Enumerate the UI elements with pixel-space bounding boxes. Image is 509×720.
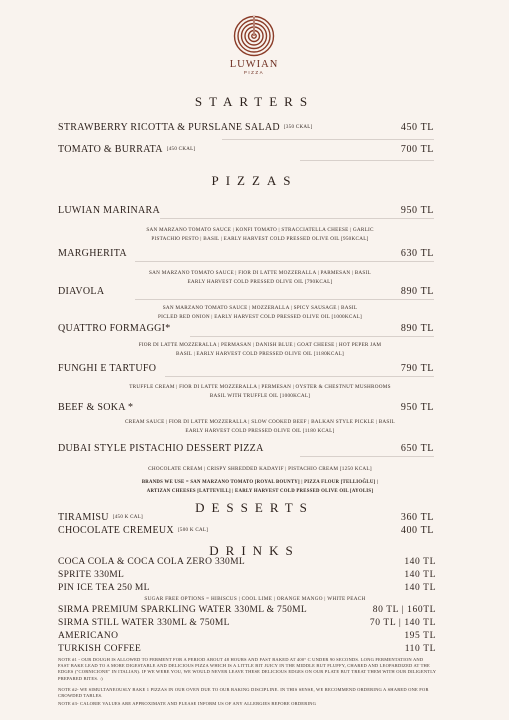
desserts-title: DESSERTS <box>195 500 314 515</box>
item-price: 950 TL <box>400 402 434 413</box>
item-name: SIRMA PREMIUM SPARKLING WATER 330ML & 750ML <box>58 605 308 615</box>
item-name: BEEF & SOKA * <box>58 402 134 413</box>
menu-item <box>58 605 436 617</box>
item-name: CHOCOLATE CREMEUX <box>58 525 174 536</box>
menu-item <box>58 525 434 539</box>
item-name: AMERICANO <box>58 631 119 641</box>
brand-logo <box>224 14 284 94</box>
menu-item <box>58 644 436 656</box>
menu-item <box>58 248 434 262</box>
item-name: FUNGHI E TARTUFO <box>58 363 157 374</box>
item-description: SAN MARZANO TOMATO SAUCE | KONFI TOMATO | STRACCIATELLA CHEESE | GARLIC PISTACHIO PESTO | BASIL | EARLY HARVEST COLD PRESSED OLIVE OIL [950KCAL] <box>146 227 374 242</box>
divider <box>135 261 434 262</box>
item-price: 140 TL <box>404 570 436 580</box>
item-price: 950 TL <box>400 205 434 216</box>
item-price: 450 TL <box>400 122 434 133</box>
item-name: SPRITE 330ML <box>58 570 125 580</box>
menu-item <box>58 618 436 630</box>
item-price: 790 TL <box>400 363 434 374</box>
brand-sub: PIZZA <box>243 70 265 75</box>
menu-item <box>58 583 436 595</box>
brands-note: BRANDS WE USE = SAN MARZANO TOMATO [ROYAL BOUNTY] | PIZZA FLOUR [TELLIOĞLU] | ARTIZAN CHEESES [LATTEVILL] | EARLY HARVEST COLD PRESSED OLIVE OIL [AYOLIS] <box>141 480 379 494</box>
item-kcal: [450 CKAL] <box>166 147 196 152</box>
item-price: 360 TL <box>400 512 434 523</box>
starters-title: STARTERS <box>194 94 315 109</box>
item-name: COCA COLA & COCA COLA ZERO 330ML <box>58 557 245 567</box>
menu-item <box>58 631 436 643</box>
item-name: TIRAMISU <box>58 512 109 523</box>
item-kcal: [500 K CAL] <box>177 528 209 533</box>
drinks-title: DRINKS <box>209 543 300 558</box>
brand-name: LUWIAN <box>229 59 279 70</box>
item-price: 650 TL <box>400 443 434 454</box>
item-description: CHOCOLATE CREAM | CRISPY SHREDDED KADAYIF | PISTACHIO CREAM [1250 KCAL] <box>148 466 372 472</box>
spiral-logo-icon <box>233 14 275 60</box>
item-name: LUWIAN MARINARA <box>58 205 160 216</box>
menu-item <box>58 443 434 457</box>
item-price: 630 TL <box>400 248 434 259</box>
item-price: 70 TL | 140 TL <box>369 618 436 628</box>
menu-item <box>58 363 434 377</box>
note-2: NOTE #2- WE SIMULTANEOUSLY BAKE 1 PIZZAS IN OUR OVEN DUE TO OUR BAKING DISCIPLINE. IN THIS SENSE, WE RECOMMEND ORDERING A SHARED ONE FOR CROWDED TABLES. <box>58 687 429 699</box>
item-kcal: [450 K CAL] <box>112 515 143 520</box>
item-name: TOMATO & BURRATA <box>58 144 163 155</box>
menu-item <box>58 122 434 136</box>
pizzas-title: PIZZAS <box>211 173 298 188</box>
divider <box>160 218 434 219</box>
menu-item <box>58 570 436 582</box>
item-description: SAN MARZANO TOMATO SAUCE | MOZZERALLA | SPICY SAUSAGE | BASIL PICLED RED ONION | EARLY HARVEST COLD PRESSED OLIVE OIL [1000KCAL] <box>157 305 363 320</box>
item-name: QUATTRO FORMAGGI* <box>58 323 171 334</box>
item-description: FIOR DI LATTE MOZZERALLA | PERMASAN | DANISH BLUE | GOAT CHEESE | HOT PEPER JAM BASIL | EARLY HARVEST COLD PRESSED OLIVE OIL [1180KCAL] <box>138 342 382 357</box>
item-price: 195 TL <box>404 631 436 641</box>
item-price: 890 TL <box>400 323 434 334</box>
item-name: TURKISH COFFEE <box>58 644 142 654</box>
divider <box>190 336 434 337</box>
item-price: 110 TL <box>404 644 436 654</box>
note-3: NOTE #3- CALORIE VALUES ARE APPROXIMATE AND PLEASE INFORM US OF ANY ALLERGIES BEFORE ORDERING <box>58 701 317 706</box>
menu-item <box>58 286 434 300</box>
item-price: 140 TL <box>404 557 436 567</box>
menu-item <box>58 402 434 416</box>
divider <box>165 376 434 377</box>
item-kcal: [350 CKAL] <box>283 125 313 130</box>
item-name: DUBAI STYLE PISTACHIO DESSERT PIZZA <box>58 443 264 454</box>
item-description: SAN MARZANO TOMATO SAUCE | FIOR DI LATTE MOZZERALLA | PARMESAN | BASIL EARLY HARVEST COLD PRESSED OLIVE OIL [790KCAL] <box>149 270 371 285</box>
menu-item <box>58 323 434 337</box>
menu-item <box>58 512 434 526</box>
menu-item <box>58 144 434 158</box>
item-price: 400 TL <box>400 525 434 536</box>
item-name: MARGHERITA <box>58 248 127 259</box>
divider <box>222 139 434 140</box>
item-description: CREAM SAUCE | FIOR DI LATTE MOZZERALLA | SLOW COOKED BEEF | BALKAN STYLE PICKLE | BASIL EARLY HARVEST COLD PRESSED OLIVE OIL [1180 KCAL] <box>125 419 395 434</box>
item-description: TRUFFLE CREAM | FIOR DI LATTE MOZZERALLA | PERMESAN | OYSTER & CHESTNUT MUSHROOMS BASIL WITH TRUFFLE OIL [1000KCAL] <box>129 384 391 399</box>
item-name: STRAWBERRY RICOTTA & PURSLANE SALAD <box>58 122 280 133</box>
divider <box>300 160 434 161</box>
sugar-free-options: SUGAR FREE OPTIONS = HIBISCUS | COOL LIME | ORANGE MANGO | WHITE PEACH <box>144 596 366 602</box>
menu-item <box>58 557 436 569</box>
menu-item <box>58 205 434 219</box>
item-name: SIRMA STILL WATER 330ML & 750ML <box>58 618 230 628</box>
divider <box>300 456 434 457</box>
item-name: PIN ICE TEA 250 ML <box>58 583 150 593</box>
item-price: 890 TL <box>400 286 434 297</box>
divider <box>135 299 434 300</box>
item-price: 80 TL | 160TL <box>372 605 436 615</box>
item-price: 700 TL <box>400 144 434 155</box>
note-1: NOTE #1 - OUR DOUGH IS ALLOWED TO FERMENT FOR A PERIOD ABOUT 48 HOURS AND FAST BAKED AT 400° C UNDER 90 SECONDS. LONG FERMENTATION AND FAST BAKE LEAD TO A MORE DIGESTABLE AND DELICIOUS PIZZA WHICH IS A LITTLE BIT JUICY IN THE MIDDLE BUT FLUFFY, CHARED AND LEOPARDIZED AT THE EDGES ("CORNICIONE" IN ITALIAN). IF WE WERE YOU, WE WOULD NEVER LEAVE THESE DELICIOUS EDGES ON OUR PLATE BUT TREAT THEM WITH OUR DILIGENTLY PREPARED BITES. :) <box>58 657 437 681</box>
item-name: DIAVOLA <box>58 286 105 297</box>
item-price: 140 TL <box>404 583 436 593</box>
